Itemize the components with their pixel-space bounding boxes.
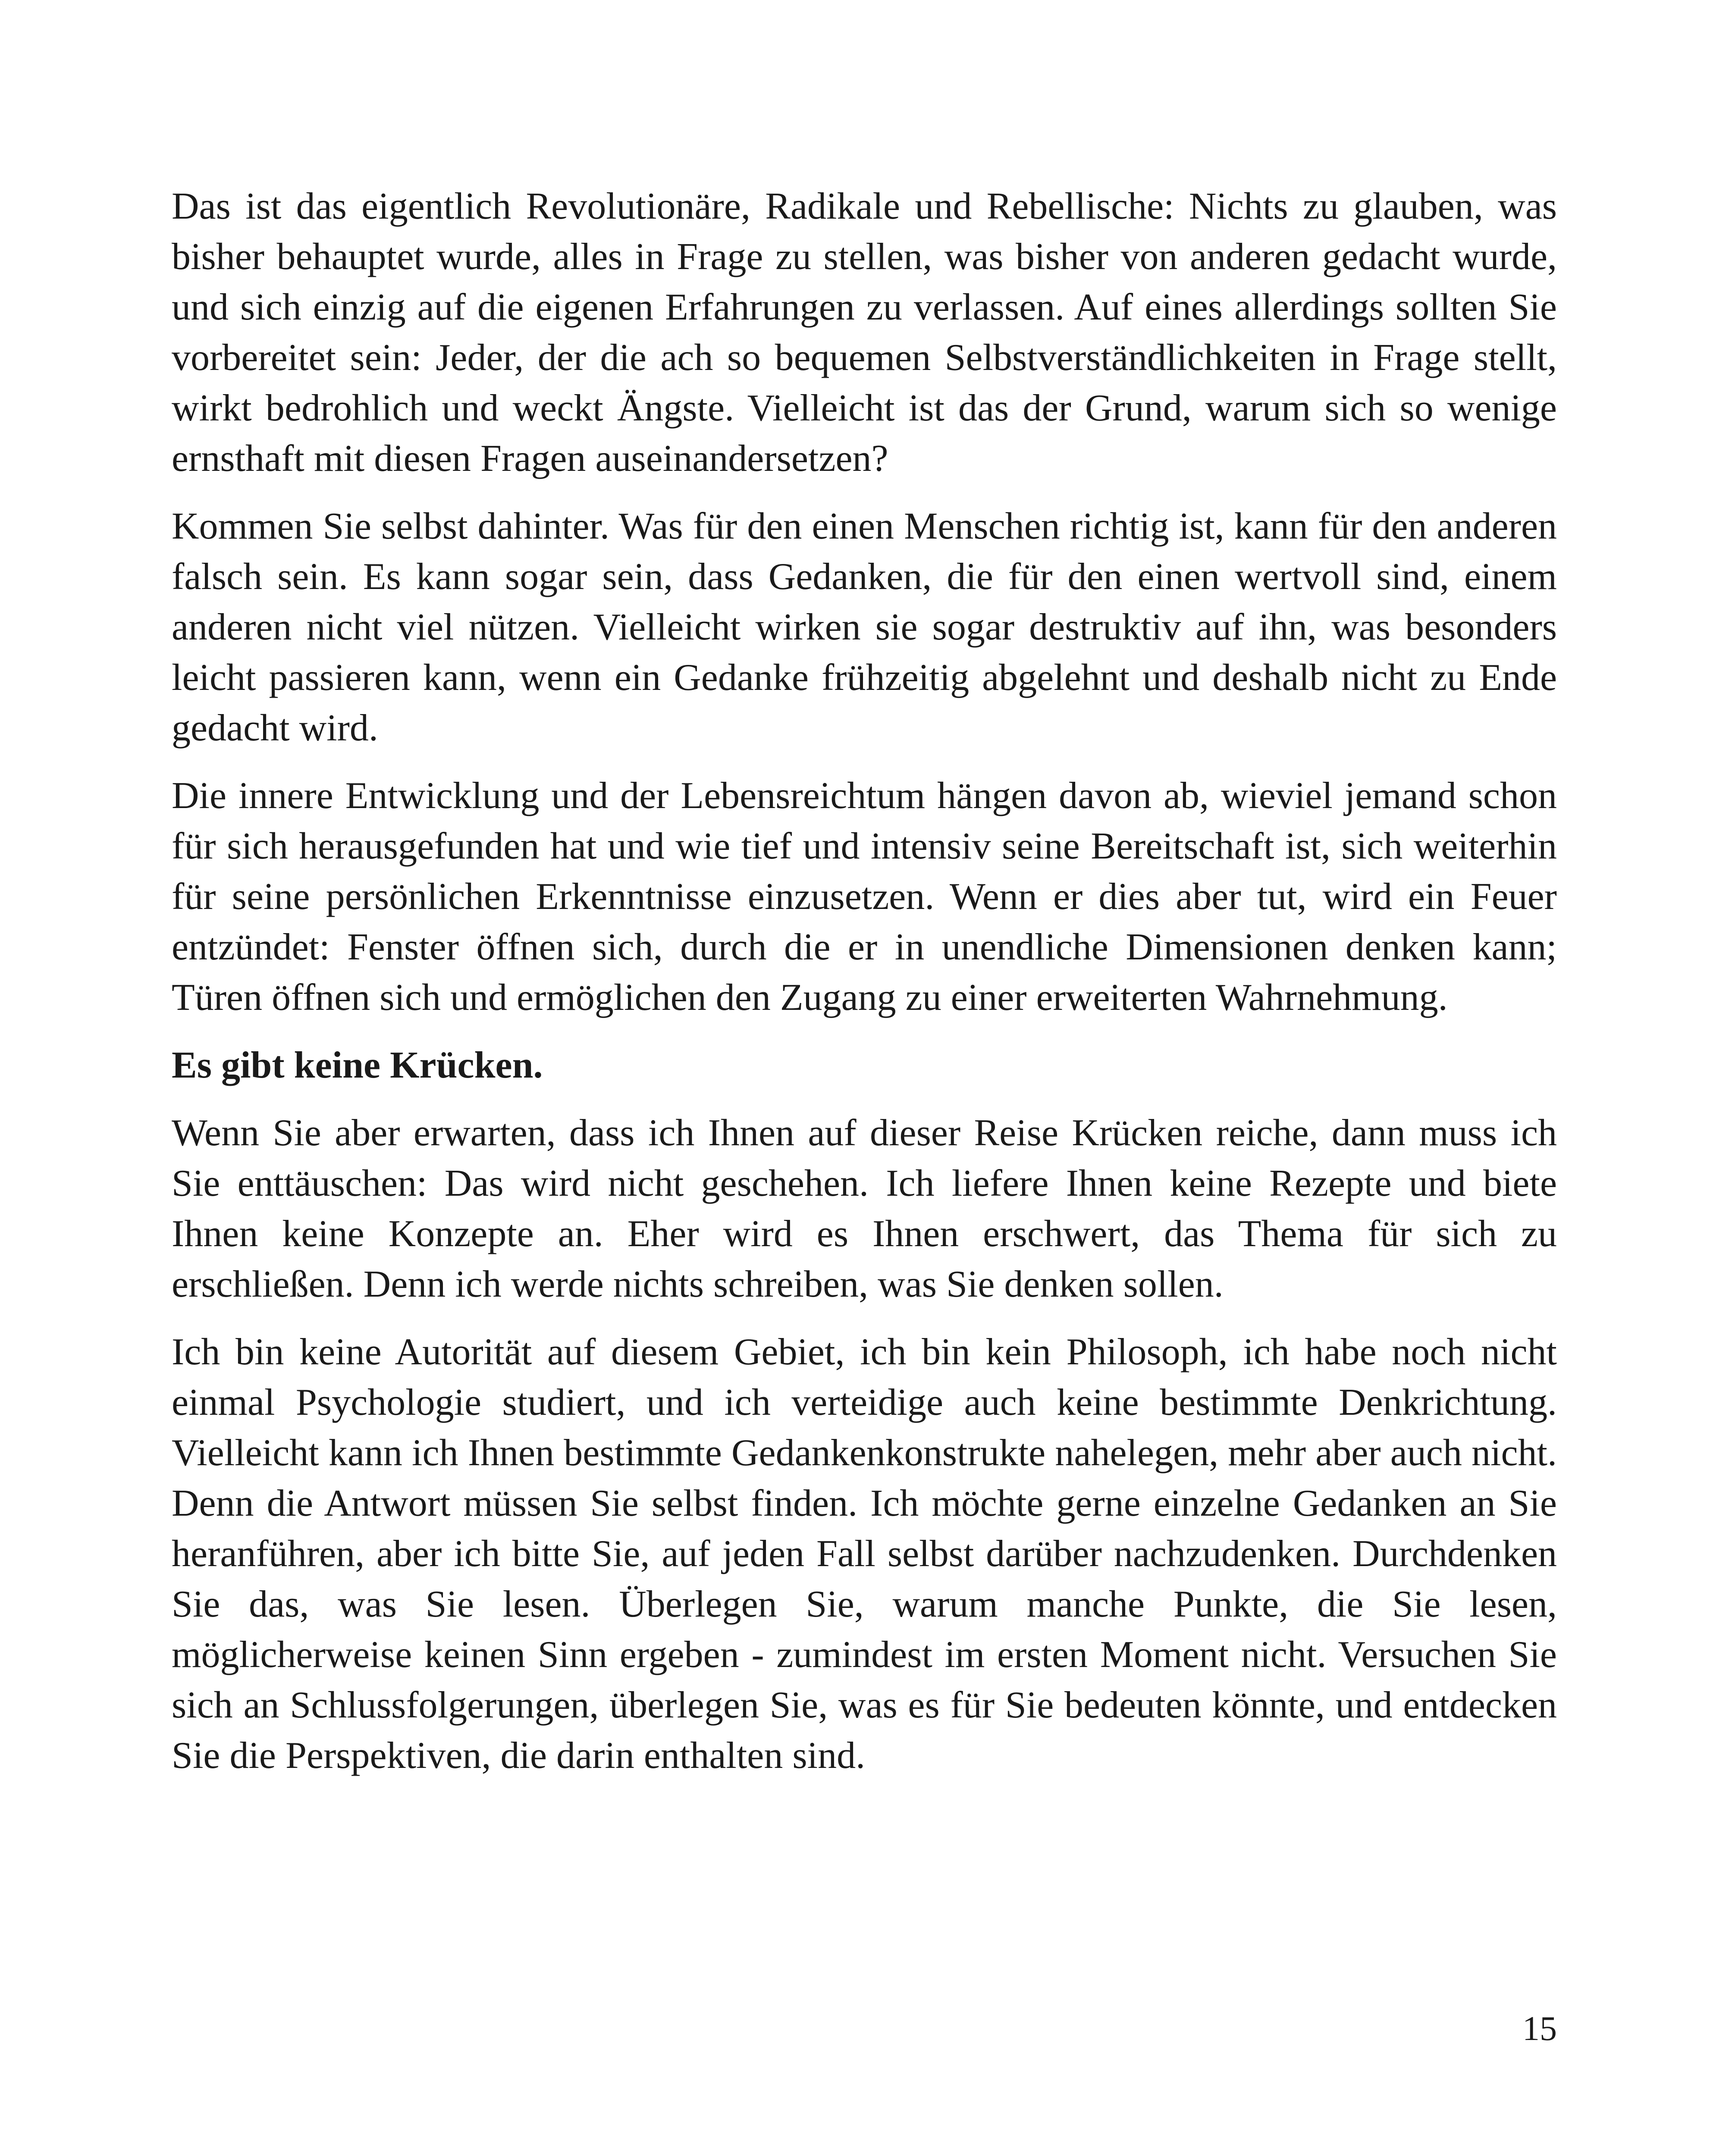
paragraph-1: Das ist das eigentlich Revolutionäre, Radikale und Rebellische: Nichts zu glauben, was bisher behauptet wurde, alles in Frage zu stellen, was bisher von anderen gedacht wurde, und sich einzig auf die eigenen Erfahrungen zu verlassen. Auf eines allerdings sollten Sie vorbereitet sein: Jeder, der die ach so bequemen Selbstverständlichkeiten in Frage stellt, wirkt bedrohlich und weckt Ängste. Vielleicht ist das der Grund, warum sich so wenige ernsthaft mit diesen Fragen auseinandersetzen? [172, 185, 1557, 479]
body-text [172, 181, 1557, 1798]
paragraph-2: Kommen Sie selbst dahinter. Was für den einen Menschen richtig ist, kann für den anderen falsch sein. Es kann sogar sein, dass Gedanken, die für den einen wertvoll sind, einem anderen nicht viel nützen. Vielleicht wirken sie sogar destruktiv auf ihn, was besonders leicht passieren kann, wenn ein Gedanke frühzeitig abgelehnt und deshalb nicht zu Ende gedacht wird. [172, 505, 1557, 749]
paragraph-3: Die innere Entwicklung und der Lebensreichtum hängen davon ab, wieviel jemand schon für sich herausgefunden hat und wie tief und intensiv seine Bereitschaft ist, sich weiterhin für seine persönlichen Erkenntnisse einzusetzen. Wenn er dies aber tut, wird ein Feuer entzündet: Fenster öffnen sich, durch die er in unendliche Dimensionen denken kann; Türen öffnen sich und ermöglichen den Zugang zu einer erweiterten Wahrnehmung. [172, 775, 1557, 1018]
paragraph-4: Wenn Sie aber erwarten, dass ich Ihnen auf dieser Reise Krücken reiche, dann muss ich Sie enttäuschen: Das wird nicht geschehen. Ich liefere Ihnen keine Rezepte und biete Ihnen keine Konzepte an. Eher wird es Ihnen erschwert, das Thema für sich zu erschließen. Denn ich werde nichts schreiben, was Sie denken sollen. [172, 1112, 1557, 1305]
page-number: 15 [1522, 2010, 1557, 2048]
section-heading: Es gibt keine Krücken. [172, 1044, 543, 1086]
paragraph-5: Ich bin keine Autorität auf diesem Gebiet, ich bin kein Philosoph, ich habe noch nicht einmal Psychologie studiert, und ich verteidige auch keine bestimmte Denkrichtung. Vielleicht kann ich Ihnen bestimmte Gedankenkonstrukte nahelegen, mehr aber auch nicht. Denn die Antwort müssen Sie selbst finden. Ich möchte gerne einzelne Gedanken an Sie heranführen, aber ich bitte Sie, auf jeden Fall selbst darüber nachzudenken. Durchdenken Sie das, was Sie lesen. Überlegen Sie, warum manche Punkte, die Sie lesen, möglicherweise keinen Sinn ergeben - zumindest im ersten Moment nicht. Versuchen Sie sich an Schlussfolgerungen, überlegen Sie, was es für Sie bedeuten könnte, und entdecken Sie die Perspektiven, die darin enthalten sind. [172, 1331, 1557, 1777]
